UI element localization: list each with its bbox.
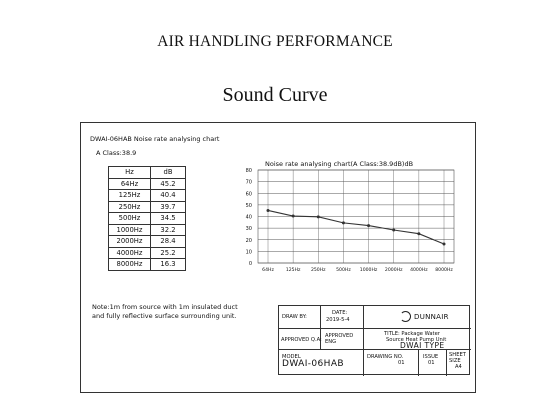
column-header-hz: Hz (109, 167, 151, 179)
issue-cell (419, 350, 447, 376)
date-label: DATE: (332, 310, 348, 316)
data-point (342, 221, 345, 224)
approved-eng-value: ENG (325, 339, 337, 345)
drawing-sheet (80, 122, 476, 393)
approved-eng-label: APPROVED (325, 333, 354, 339)
y-tick-label: 80 (245, 168, 252, 174)
noise-chart (81, 123, 477, 303)
x-tick-label: 125Hz (285, 268, 301, 273)
y-tick-label: 40 (245, 214, 252, 221)
y-tick-label: 30 (245, 226, 252, 233)
title-cell (364, 329, 471, 350)
table-cell-frequency: 250Hz (109, 201, 151, 213)
issue-value: 01 (428, 360, 435, 366)
dunnair-logo-icon (400, 311, 411, 322)
drawn-by-cell (279, 306, 321, 329)
size-label: SIZE (449, 358, 461, 364)
title-line-1: TITLE: Package Water (384, 331, 440, 337)
sheet-heading: DWAI-06HAB Noise rate analysing chart (90, 135, 220, 143)
table-cell-frequency: 1000Hz (109, 224, 151, 236)
note-line-2: and fully reflective surface surrounding unit. (92, 312, 237, 320)
table-cell-frequency: 4000Hz (109, 247, 151, 259)
x-tick-label: 500Hz (336, 268, 351, 273)
page-title: AIR HANDLING PERFORMANCE (157, 33, 393, 50)
sheet-label: SHEET (449, 352, 466, 358)
size-value: A4 (455, 364, 462, 370)
y-tick-label: 60 (245, 191, 252, 198)
y-tick-label: 20 (245, 237, 252, 244)
drawing-no-cell (364, 350, 419, 376)
chart-title: Noise rate analysing chart(A Class:38.9dB)dB (265, 160, 414, 168)
class-note: A Class:38.9 (96, 149, 137, 157)
issue-label: ISSUE (423, 354, 439, 360)
x-tick-label: 1000Hz (359, 268, 378, 273)
table-cell-level: 25.2 (151, 247, 186, 259)
y-tick-label: 50 (245, 202, 252, 209)
title-block (278, 305, 470, 375)
data-point (292, 215, 295, 218)
x-tick-label: 2000Hz (384, 268, 403, 273)
column-header-db: dB (151, 167, 186, 179)
data-point (392, 228, 395, 231)
table-cell-frequency: 125Hz (109, 190, 151, 202)
data-point (417, 232, 420, 235)
table-cell-level: 28.4 (151, 236, 186, 248)
x-tick-label: 4000Hz (410, 268, 428, 273)
date-value: 2019-5-4 (326, 317, 350, 323)
table-cell-frequency: 500Hz (109, 213, 151, 225)
table-cell-level: 34.5 (151, 213, 186, 225)
y-tick-label: 0 (248, 261, 252, 267)
note-line-1: Note:1m from source with 1m insulated duct (92, 303, 238, 311)
x-tick-label: 64Hz (262, 268, 274, 273)
table-cell-frequency: 64Hz (109, 178, 151, 190)
data-point (443, 243, 446, 246)
date-cell (321, 306, 364, 329)
model-value: DWAI-06HAB (282, 359, 344, 369)
drawn-by-label: DRAW BY: (282, 314, 307, 320)
page-subtitle: Sound Curve (222, 84, 328, 106)
approved-qa-label: APPROVED Q.A: (281, 337, 322, 343)
data-point (317, 215, 320, 218)
drawing-no-value: 01 (398, 360, 405, 366)
y-tick-label: 10 (245, 249, 252, 256)
sheet-cell (447, 350, 471, 376)
model-cell (279, 350, 364, 376)
approved-qa-cell (279, 329, 321, 350)
table-cell-level: 40.4 (151, 190, 186, 202)
x-tick-label: 8000Hz (435, 268, 453, 273)
table-cell-level: 39.7 (151, 201, 186, 213)
model-label: MODEL (282, 354, 301, 360)
table-cell-level: 32.2 (151, 224, 186, 236)
x-tick-label: 250Hz (310, 268, 326, 273)
title-line-2: Source Heat Pump Unit (386, 337, 447, 343)
table-cell-frequency: 8000Hz (109, 259, 151, 271)
unit-type: DWAI TYPE (400, 341, 445, 350)
y-tick-label: 70 (245, 179, 252, 186)
table-cell-level: 45.2 (151, 178, 186, 190)
drawing-no-label: DRAWING NO. (367, 354, 404, 360)
data-point (267, 209, 270, 212)
table-cell-frequency: 2000Hz (109, 236, 151, 248)
approved-eng-cell (321, 329, 364, 350)
measurement-note (92, 303, 282, 321)
table-cell-level: 16.3 (151, 259, 186, 271)
brand-cell (364, 306, 471, 329)
data-point (367, 224, 370, 227)
brand-name: DUNNAIR (414, 313, 449, 321)
